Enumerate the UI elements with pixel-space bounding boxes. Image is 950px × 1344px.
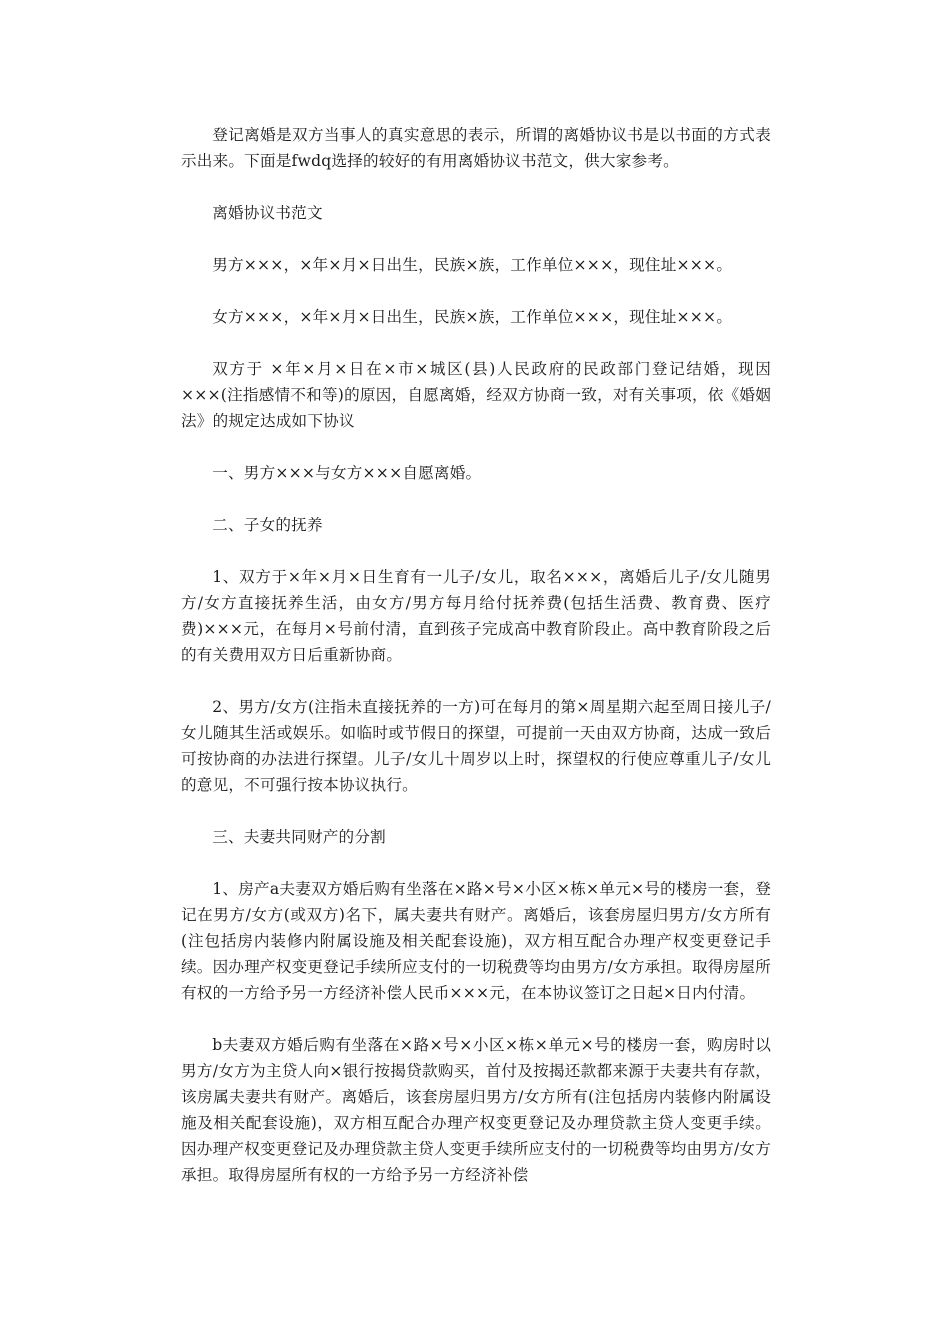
child-support-paragraph: 1、双方于×年×月×日生育有一儿子/女儿，取名×××，离婚后儿子/女儿随男方/女方直接抚养生活，由女方/男方每月给付抚养费(包括生活费、教育费、医疗费)×××元，在每月×号前付清，直到孩子完成高中教育阶段止。高中教育阶段之后的有关费用双方日后重新协商。 xyxy=(181,568,771,664)
property-a-paragraph: 1、房产a夫妻双方婚后购有坐落在×路×号×小区×栋×单元×号的楼房一套，登记在男方/女方(或双方)名下，属夫妻共有财产。离婚后，该套房屋归男方/女方所有(注包括房内装修内附属设施及相关配套设施)，双方相互配合办理产权变更登记手续。因办理产权变更登记手续所应支付的一切税费等均由男方/女方承担。取得房屋所有权的一方给予另一方经济补偿人民币×××元，在本协议签订之日起×日内付清。 xyxy=(181,880,771,1002)
marriage-background-paragraph: 双方于 ×年×月×日在×市×城区(县)人民政府的民政部门登记结婚，现因×××(注指感情不和等)的原因，自愿离婚，经双方协商一致，对有关事项，依《婚姻法》的规定达成如下协议 xyxy=(181,360,771,430)
document-body xyxy=(181,122,771,1214)
party-female-paragraph: 女方×××，×年×月×日出生，民族×族，工作单位×××，现住址×××。 xyxy=(212,308,733,326)
clause-1-paragraph: 一、男方×××与女方×××自愿离婚。 xyxy=(212,464,482,482)
visitation-paragraph: 2、男方/女方(注指未直接抚养的一方)可在每月的第×周星期六起至周日接儿子/女儿随其生活或娱乐。如临时或节假日的探望，可提前一天由双方协商，达成一致后可按协商的办法进行探望。儿子/女儿十周岁以上时，探望权的行使应尊重儿子/女儿的意见，不可强行按本协议执行。 xyxy=(181,698,771,794)
property-b-paragraph: b夫妻双方婚后购有坐落在×路×号×小区×栋×单元×号的楼房一套，购房时以男方/女方为主贷人向×银行按揭贷款购买，首付及按揭还款都来源于夫妻共有存款，该房属夫妻共有财产。离婚后，该套房屋归男方/女方所有(注包括房内装修内附属设施及相关配套设施)，双方相互配合办理产权变更登记及办理贷款主贷人变更手续。因办理产权变更登记及办理贷款主贷人变更手续所应支付的一切税费等均由男方/女方承担。取得房屋所有权的一方给予另一方经济补偿 xyxy=(181,1036,771,1184)
document-title: 离婚协议书范文 xyxy=(212,204,323,222)
section-child-custody-heading: 二、子女的抚养 xyxy=(212,516,323,534)
party-male-paragraph: 男方×××，×年×月×日出生，民族×族，工作单位×××，现住址×××。 xyxy=(212,256,733,274)
section-property-heading: 三、夫妻共同财产的分割 xyxy=(212,828,386,846)
intro-paragraph: 登记离婚是双方当事人的真实意思的表示，所谓的离婚协议书是以书面的方式表示出来。下面是fwdq选择的较好的有用离婚协议书范文，供大家参考。 xyxy=(181,126,771,170)
